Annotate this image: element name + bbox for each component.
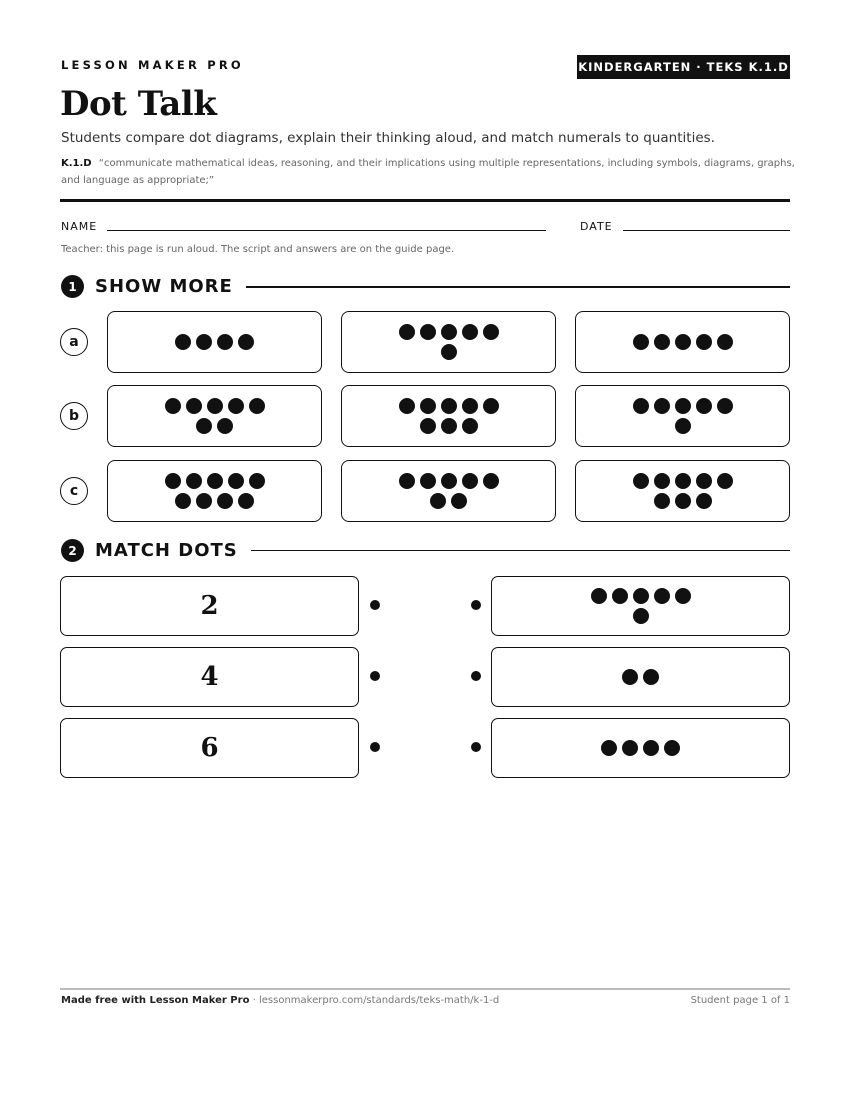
dot	[483, 473, 499, 489]
dot	[399, 324, 415, 340]
dot-box[interactable]	[107, 385, 322, 447]
standard-code: K.1.D	[61, 158, 92, 169]
section-rule	[246, 286, 790, 288]
dot	[441, 344, 457, 360]
dot	[451, 493, 467, 509]
dot	[462, 473, 478, 489]
dot	[165, 473, 181, 489]
standard-description	[61, 156, 796, 189]
dot	[717, 334, 733, 350]
dot	[399, 398, 415, 414]
dot	[207, 473, 223, 489]
teacher-note: Teacher: this page is run aloud. The script and answers are on the guide page.	[61, 244, 455, 255]
numeral-box: 6	[60, 718, 359, 778]
match-connector-dot[interactable]	[370, 600, 380, 610]
match-connector-dot[interactable]	[370, 671, 380, 681]
dot-row	[441, 344, 457, 360]
name-label: NAME	[61, 220, 98, 233]
dot	[175, 493, 191, 509]
numeral-box: 4	[60, 647, 359, 707]
dot	[186, 473, 202, 489]
dot-row	[633, 473, 733, 489]
dot	[696, 493, 712, 509]
dot	[420, 473, 436, 489]
dot	[612, 588, 628, 604]
dot	[462, 398, 478, 414]
dot	[441, 324, 457, 340]
dot	[420, 418, 436, 434]
dot	[664, 740, 680, 756]
dot	[654, 334, 670, 350]
dot-row	[622, 669, 659, 685]
row-label: a	[60, 328, 88, 356]
dot	[217, 493, 233, 509]
row-label: c	[60, 477, 88, 505]
dot	[249, 398, 265, 414]
dot	[643, 669, 659, 685]
dot-row	[165, 398, 265, 414]
date-field-line[interactable]	[623, 230, 790, 231]
dot-row	[175, 493, 254, 509]
dot-row	[175, 334, 254, 350]
dot	[441, 418, 457, 434]
dot	[196, 493, 212, 509]
dot-box[interactable]	[575, 460, 790, 522]
dot	[196, 418, 212, 434]
dot-row	[675, 418, 691, 434]
dot	[696, 334, 712, 350]
dot	[633, 608, 649, 624]
dot	[717, 398, 733, 414]
dot-box[interactable]	[575, 311, 790, 373]
name-field-line[interactable]	[107, 230, 546, 231]
match-connector-dot[interactable]	[471, 600, 481, 610]
dot	[238, 493, 254, 509]
dot	[675, 588, 691, 604]
dot	[196, 334, 212, 350]
dot-box[interactable]	[575, 385, 790, 447]
dot	[696, 398, 712, 414]
match-connector-dot[interactable]	[471, 742, 481, 752]
dot-group-box	[491, 576, 790, 636]
dot	[228, 473, 244, 489]
dot	[399, 473, 415, 489]
match-connector-dot[interactable]	[471, 671, 481, 681]
section-title: MATCH DOTS	[95, 540, 238, 561]
dot-box[interactable]	[341, 311, 556, 373]
dot	[217, 334, 233, 350]
dot	[675, 398, 691, 414]
dot	[186, 398, 202, 414]
match-connector-dot[interactable]	[370, 742, 380, 752]
standard-text: “communicate mathematical ideas, reasoning, and their implications using multiple representations, including symbols, diagrams, graphs, and language as appropriate;”	[61, 158, 795, 186]
dot-row	[601, 740, 680, 756]
dot	[175, 334, 191, 350]
numeral-box: 2	[60, 576, 359, 636]
dot	[441, 398, 457, 414]
dot	[441, 473, 457, 489]
footer-page-number: Student page 1 of 1	[690, 995, 790, 1006]
dot	[675, 493, 691, 509]
dot	[717, 473, 733, 489]
dot-box[interactable]	[341, 385, 556, 447]
dot	[228, 398, 244, 414]
dot	[420, 398, 436, 414]
brand-name: LESSON MAKER PRO	[61, 58, 244, 72]
section-number: 1	[61, 275, 84, 298]
section-match-dots-header	[61, 539, 790, 562]
row-label: b	[60, 402, 88, 430]
dot	[654, 398, 670, 414]
dot-box[interactable]	[107, 311, 322, 373]
dot	[483, 398, 499, 414]
dot	[675, 473, 691, 489]
dot	[165, 398, 181, 414]
page-title: Dot Talk	[60, 84, 217, 124]
dot	[430, 493, 446, 509]
grade-badge: KINDERGARTEN · TEKS K.1.D	[577, 55, 790, 79]
dot-row	[591, 588, 691, 604]
dot-group-box	[491, 718, 790, 778]
dot	[654, 588, 670, 604]
dot	[654, 493, 670, 509]
dot-row	[399, 473, 499, 489]
dot-row	[399, 398, 499, 414]
dot-row	[420, 418, 478, 434]
dot	[633, 473, 649, 489]
footer-url[interactable]: · lessonmakerpro.com/standards/teks-math/k-1-d	[249, 995, 500, 1006]
dot	[601, 740, 617, 756]
dot	[622, 740, 638, 756]
dot	[591, 588, 607, 604]
dot-box[interactable]	[107, 460, 322, 522]
dot	[420, 324, 436, 340]
dot	[622, 669, 638, 685]
dot-row	[633, 334, 733, 350]
dot	[696, 473, 712, 489]
dot-row	[399, 324, 499, 340]
footer-divider	[60, 988, 790, 990]
dot	[633, 588, 649, 604]
dot-group-box	[491, 647, 790, 707]
dot	[675, 334, 691, 350]
dot	[462, 418, 478, 434]
dot	[643, 740, 659, 756]
footer-credit	[61, 995, 499, 1006]
section-show-more-header	[61, 275, 790, 298]
dot-row	[633, 608, 649, 624]
dot-row	[196, 418, 233, 434]
date-label: DATE	[580, 220, 613, 233]
dot	[207, 398, 223, 414]
dot-row	[633, 398, 733, 414]
section-rule	[251, 550, 790, 551]
section-number: 2	[61, 539, 84, 562]
section-title: SHOW MORE	[95, 276, 233, 297]
dot	[217, 418, 233, 434]
dot	[654, 473, 670, 489]
page-subtitle: Students compare dot diagrams, explain their thinking aloud, and match numerals to quantities.	[61, 130, 715, 146]
header-divider	[60, 199, 790, 202]
dot-row	[654, 493, 712, 509]
dot	[633, 334, 649, 350]
dot-row	[165, 473, 265, 489]
dot	[462, 324, 478, 340]
dot	[633, 398, 649, 414]
dot	[675, 418, 691, 434]
dot-box[interactable]	[341, 460, 556, 522]
footer-made-with: Made free with Lesson Maker Pro	[61, 995, 250, 1006]
dot	[238, 334, 254, 350]
dot	[249, 473, 265, 489]
dot-row	[430, 493, 467, 509]
dot	[483, 324, 499, 340]
